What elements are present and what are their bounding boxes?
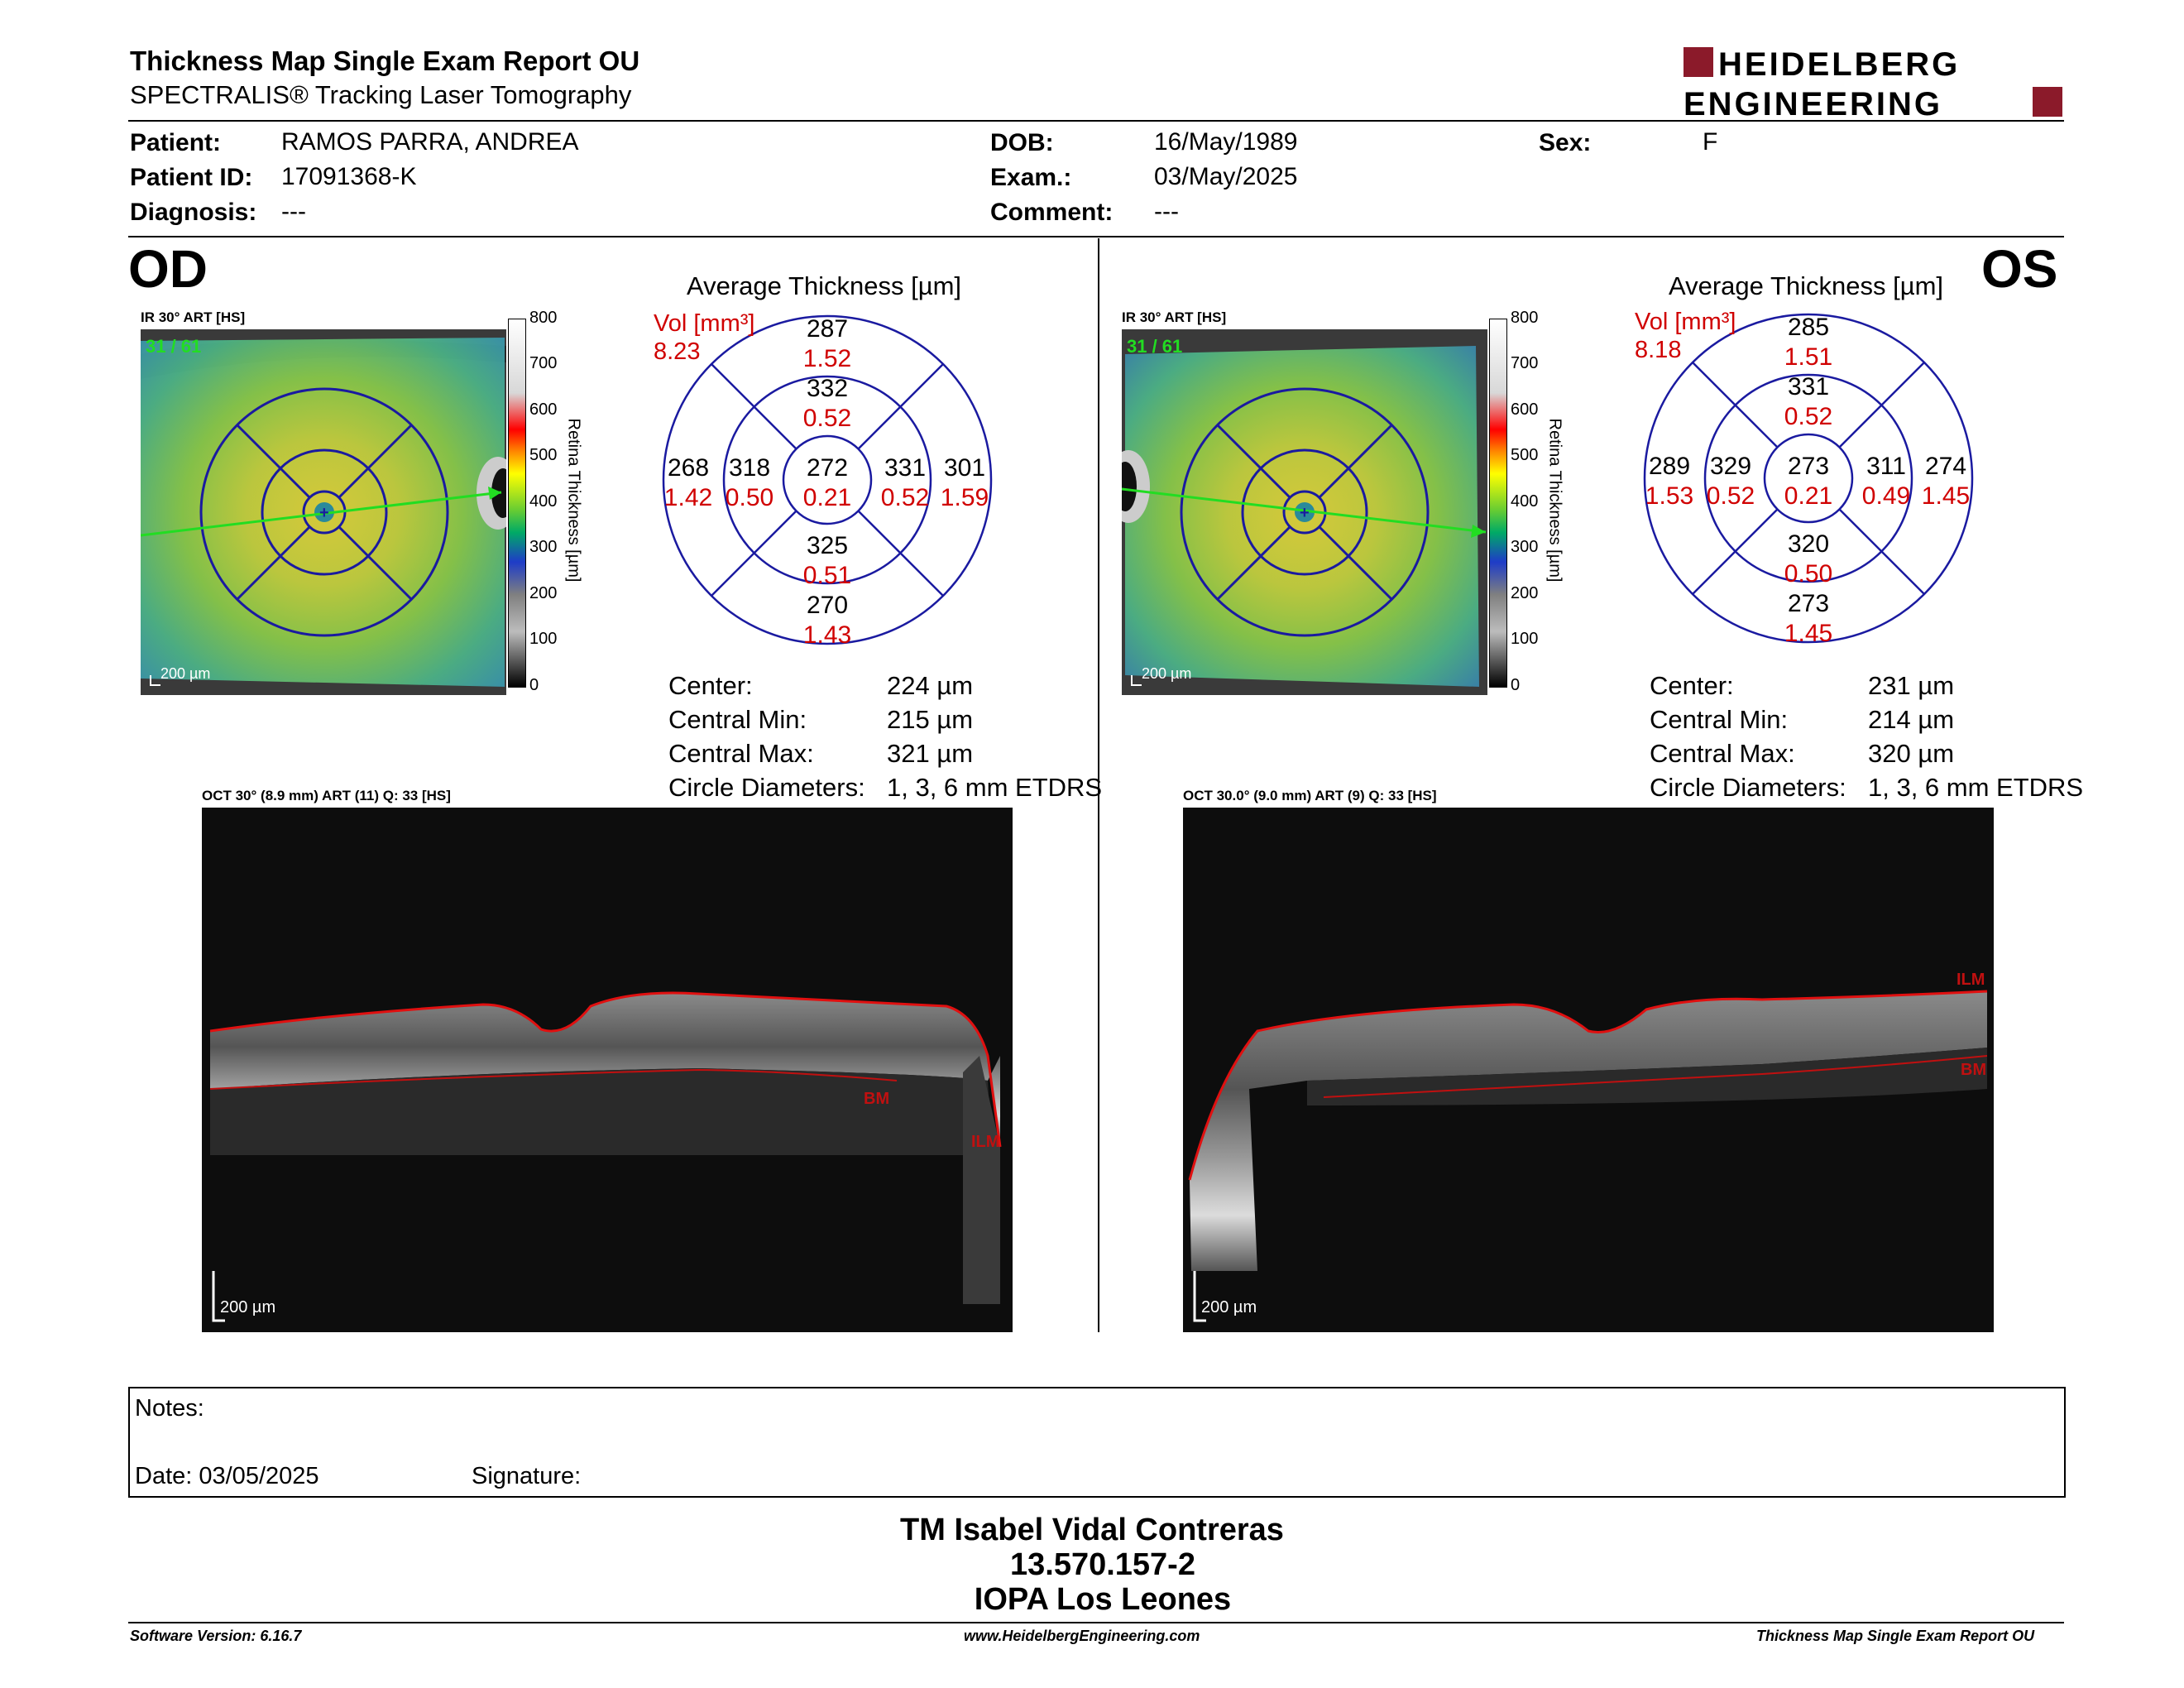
os-outer-inferior: 273 1.45 [1784,590,1833,647]
os-avg-title: Average Thickness [µm] [1669,271,1944,300]
od-oct-bscan [202,808,1013,1332]
patient-name: RAMOS PARRA, ANDREA [281,128,579,156]
od-colorbar-label: Retina Thickness [µm] [564,418,583,583]
signer-institution: IOPA Los Leones [974,1582,1232,1617]
signer-name: TM Isabel Vidal Contreras [900,1513,1284,1547]
diagnosis-label: Diagnosis: [130,199,257,226]
os-inner-temporal: 329 0.52 [1706,453,1755,510]
os-stats: Center: Central Min: Central Max: Circle Diameters: [1650,671,1846,802]
os-ir-label: IR 30° ART [HS] [1122,309,1227,325]
od-colorbar-ticks: 800 700 600 500 400 300 200 100 0 [529,309,558,694]
signature-label: Signature: [472,1463,582,1489]
dob-value: 16/May/1989 [1154,128,1298,156]
signer-rut: 13.570.157-2 [1010,1547,1195,1582]
svg-text:+: + [1300,504,1310,522]
svg-text:200 µm: 200 µm [1201,1298,1257,1316]
header-divider [128,120,2064,122]
os-inner-superior: 331 0.52 [1784,373,1833,430]
notes-box[interactable] [128,1387,2066,1498]
website-link[interactable]: www.HeidelbergEngineering.com [964,1628,1200,1644]
od-vol-label: Vol [mm³] 8.23 [654,310,755,365]
svg-text:+: + [319,504,329,522]
svg-text:BM: BM [864,1090,890,1108]
comment-label: Comment: [990,199,1114,226]
os-center: 273 0.21 [1784,453,1833,510]
od-inner-superior: 332 0.52 [802,375,852,432]
patient-label: Patient: [130,129,222,156]
od-outer-superior: 287 1.52 [802,315,852,372]
svg-text:200 µm: 200 µm [220,1298,276,1316]
heidelberg-logo [1684,46,2064,120]
date-label: Date: 03/05/2025 [135,1463,319,1489]
os-colorbar-ticks: 800 700 600 500 400 300 200 100 0 [1511,309,1539,694]
od-center: 272 0.21 [802,454,852,511]
od-outer-temporal: 268 1.42 [663,454,713,511]
svg-text:HEIDELBERG: HEIDELBERG [1718,46,1961,83]
od-ir-label: IR 30° ART [HS] [141,309,246,325]
od-oct-label: OCT 30° (8.9 mm) ART (11) Q: 33 [HS] [202,788,451,803]
svg-text:BM: BM [1961,1061,1987,1079]
os-colorbar-label: Retina Thickness [µm] [1545,418,1564,583]
os-oct-bscan [1183,808,1994,1332]
os-thickness-map [1122,329,1487,695]
svg-text:ILM: ILM [1956,971,1985,989]
sex-value: F [1703,128,1718,156]
od-inner-nasal: 331 0.52 [880,454,930,511]
svg-text:31 / 61: 31 / 61 [146,336,202,357]
od-eye-label: OD [128,239,208,299]
footer-report-name: Thickness Map Single Exam Report OU [1756,1628,2035,1644]
diagnosis-value: --- [281,198,306,225]
od-avg-title: Average Thickness [µm] [687,271,962,300]
os-inner-nasal: 311 0.49 [1861,453,1911,510]
os-outer-temporal: 289 1.53 [1645,453,1694,510]
os-oct-label: OCT 30.0° (9.0 mm) ART (9) Q: 33 [HS] [1183,788,1437,803]
svg-text:ILM: ILM [971,1133,1000,1151]
svg-text:200 µm: 200 µm [160,665,211,682]
sex-label: Sex: [1539,129,1592,156]
svg-text:ENGINEERING: ENGINEERING [1684,86,1943,120]
dob-label: DOB: [990,129,1054,156]
od-outer-nasal: 301 1.59 [940,454,989,511]
patient-id-label: Patient ID: [130,164,253,191]
od-outer-inferior: 270 1.43 [802,592,852,649]
os-vol-label: Vol [mm³] 8.18 [1635,309,1736,363]
svg-text:31 / 61: 31 / 61 [1127,336,1183,357]
software-version: Software Version: 6.16.7 [130,1628,302,1644]
footer-divider [128,1622,2064,1623]
report-title: Thickness Map Single Exam Report OU [130,46,640,76]
os-outer-superior: 285 1.51 [1784,314,1833,371]
od-inner-temporal: 318 0.50 [725,454,774,511]
od-stats: Center: Central Min: Central Max: Circle Diameters: [668,671,865,802]
svg-text:200 µm: 200 µm [1142,665,1192,682]
os-stats-values: 231 µm 214 µm 320 µm 1, 3, 6 mm ETDRS [1868,671,2084,802]
od-stats-values: 224 µm 215 µm 321 µm 1, 3, 6 mm ETDRS [887,671,1103,802]
comment-value: --- [1154,198,1179,225]
os-eye-label: OS [1981,239,2058,299]
os-inner-inferior: 320 0.50 [1784,530,1833,587]
info-divider [128,236,2064,237]
od-colorbar [508,319,526,688]
patient-id-value: 17091368-K [281,163,417,190]
os-outer-nasal: 274 1.45 [1921,453,1971,510]
exam-value: 03/May/2025 [1154,163,1298,190]
os-colorbar [1489,319,1507,688]
report-subtitle: SPECTRALIS® Tracking Laser Tomography [130,80,632,109]
exam-label: Exam.: [990,164,1072,191]
notes-label: Notes: [135,1395,204,1422]
od-thickness-map [141,329,506,695]
od-inner-inferior: 325 0.51 [802,532,852,589]
